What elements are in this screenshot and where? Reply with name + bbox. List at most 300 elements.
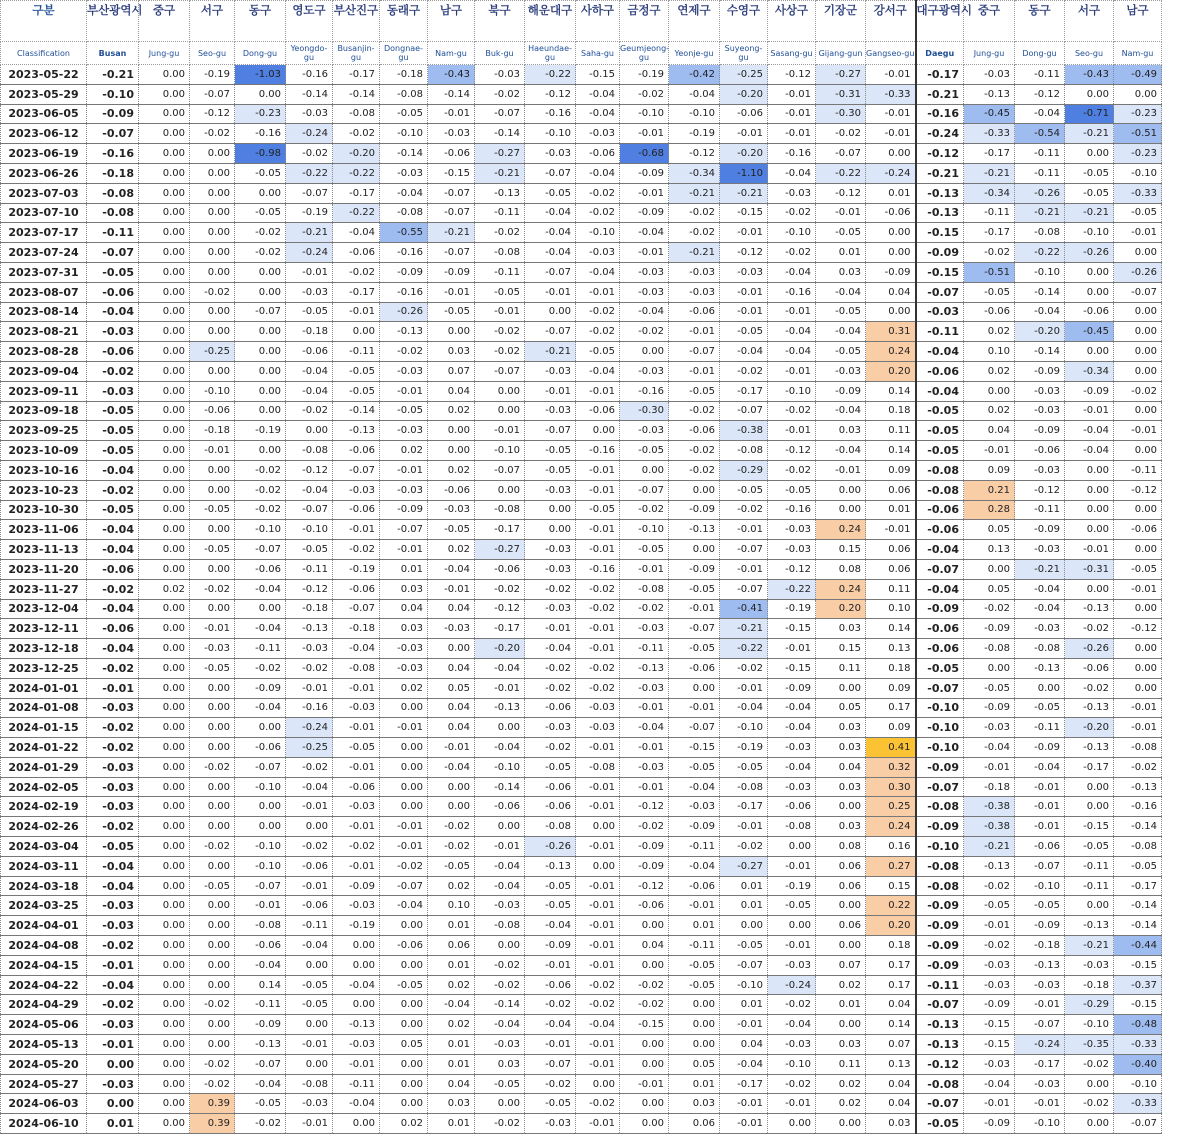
table-cell: -0.02 <box>333 124 380 144</box>
table-cell: -0.02 <box>475 322 525 342</box>
table-cell: -0.34 <box>1065 361 1114 381</box>
table-cell: 0.11 <box>816 1054 866 1074</box>
table-cell: 0.00 <box>866 144 916 164</box>
table-cell: -0.02 <box>428 837 475 857</box>
table-cell: -0.34 <box>669 163 720 183</box>
table-cell: -0.01 <box>286 1114 333 1134</box>
table-cell: -0.12 <box>768 441 816 461</box>
table-cell: -0.02 <box>87 579 139 599</box>
table-cell: -0.08 <box>235 916 286 936</box>
table-cell: -0.08 <box>1015 639 1065 659</box>
table-cell: -0.03 <box>286 639 333 659</box>
table-cell: -0.02 <box>235 460 286 480</box>
row-date: 2023-11-06 <box>1 520 87 540</box>
table-cell: -0.04 <box>1015 104 1065 124</box>
table-cell: -0.17 <box>475 520 525 540</box>
table-cell: 0.02 <box>964 322 1015 342</box>
table-cell: -0.10 <box>576 223 620 243</box>
table-cell: 0.00 <box>620 1054 669 1074</box>
table-cell: -0.07 <box>286 500 333 520</box>
table-cell: 0.00 <box>139 559 190 579</box>
table-cell: 0.00 <box>380 757 428 777</box>
table-cell: -0.05 <box>475 282 525 302</box>
table-cell: -0.02 <box>1114 381 1162 401</box>
table-cell: 0.00 <box>475 381 525 401</box>
table-cell: 0.00 <box>139 678 190 698</box>
table-row <box>1 183 1162 203</box>
table-cell: -0.06 <box>720 104 768 124</box>
column-header-kr: 금정구 <box>620 1 669 42</box>
table-cell: -0.07 <box>816 144 866 164</box>
table-cell: -0.05 <box>525 876 576 896</box>
table-cell: -0.16 <box>87 144 139 164</box>
table-cell: -0.02 <box>620 995 669 1015</box>
table-cell: -0.03 <box>1015 1074 1065 1094</box>
table-cell: -0.11 <box>1015 65 1065 85</box>
row-date: 2023-05-22 <box>1 65 87 85</box>
table-cell: -0.03 <box>428 500 475 520</box>
table-cell: 0.03 <box>669 1094 720 1114</box>
table-row <box>1 698 1162 718</box>
column-header-kr: 동구 <box>1015 1 1065 42</box>
column-header-en: Jung-gu <box>139 42 190 65</box>
table-cell: -0.06 <box>669 658 720 678</box>
table-cell: 0.01 <box>866 183 916 203</box>
table-row <box>1 84 1162 104</box>
table-cell: -0.11 <box>1065 856 1114 876</box>
table-cell: -0.01 <box>1114 421 1162 441</box>
table-cell: -0.07 <box>190 84 235 104</box>
table-cell: -0.01 <box>525 955 576 975</box>
column-header-en: Dong-gu <box>235 42 286 65</box>
column-header-en: Buk-gu <box>475 42 525 65</box>
table-cell: 0.00 <box>964 559 1015 579</box>
table-cell: 0.03 <box>816 619 866 639</box>
row-date: 2023-09-18 <box>1 401 87 421</box>
table-cell: 0.11 <box>866 421 916 441</box>
table-cell: -0.13 <box>669 520 720 540</box>
column-header-en: Gangseo-gu <box>866 42 916 65</box>
table-cell: -0.04 <box>475 1015 525 1035</box>
table-cell: -0.01 <box>720 520 768 540</box>
table-cell: 0.02 <box>380 441 428 461</box>
table-cell: -0.02 <box>964 599 1015 619</box>
table-cell: -0.08 <box>475 500 525 520</box>
table-cell: -0.03 <box>475 1035 525 1055</box>
table-cell: 0.00 <box>1065 520 1114 540</box>
table-cell: 0.00 <box>1065 262 1114 282</box>
table-cell: -0.07 <box>428 183 475 203</box>
table-cell: -0.04 <box>768 342 816 362</box>
table-cell: -0.04 <box>620 718 669 738</box>
table-cell: -0.02 <box>620 500 669 520</box>
table-cell: -0.06 <box>333 500 380 520</box>
table-cell: -0.06 <box>428 480 475 500</box>
table-cell: -0.17 <box>333 183 380 203</box>
table-cell: -0.01 <box>576 777 620 797</box>
table-cell: -0.04 <box>525 916 576 936</box>
table-cell: -0.03 <box>87 698 139 718</box>
table-cell: 0.22 <box>866 896 916 916</box>
table-row <box>1 540 1162 560</box>
table-cell: -0.04 <box>428 559 475 579</box>
table-cell: -0.01 <box>720 302 768 322</box>
column-header-en: Sasang-gu <box>768 42 816 65</box>
table-cell: 0.00 <box>139 460 190 480</box>
table-cell: -0.11 <box>1015 718 1065 738</box>
table-cell: -0.25 <box>720 65 768 85</box>
table-cell: -0.01 <box>620 738 669 758</box>
table-cell: -0.01 <box>576 381 620 401</box>
table-cell: -0.06 <box>525 698 576 718</box>
table-cell: -0.02 <box>525 658 576 678</box>
table-cell: 0.00 <box>620 1035 669 1055</box>
table-cell: -0.01 <box>669 322 720 342</box>
table-cell: -0.02 <box>87 995 139 1015</box>
table-cell: -0.24 <box>286 243 333 263</box>
table-cell: -0.04 <box>333 223 380 243</box>
table-cell: 0.02 <box>964 361 1015 381</box>
table-cell: -0.04 <box>816 322 866 342</box>
table-cell: 0.00 <box>669 1015 720 1035</box>
table-cell: -0.12 <box>816 183 866 203</box>
table-cell: -0.01 <box>720 678 768 698</box>
row-date: 2023-10-23 <box>1 480 87 500</box>
table-cell: 0.24 <box>866 817 916 837</box>
table-cell: -0.06 <box>286 896 333 916</box>
table-cell: -0.10 <box>1065 223 1114 243</box>
table-cell: -0.31 <box>1065 559 1114 579</box>
table-cell: -0.04 <box>768 718 816 738</box>
table-cell: 0.00 <box>475 718 525 738</box>
table-cell: -0.06 <box>87 619 139 639</box>
table-cell: -0.16 <box>525 104 576 124</box>
table-cell: -0.21 <box>286 223 333 243</box>
table-cell: -0.01 <box>720 1094 768 1114</box>
table-cell: -0.07 <box>1015 856 1065 876</box>
table-cell: 0.01 <box>866 500 916 520</box>
table-cell: -0.06 <box>1015 837 1065 857</box>
table-cell: -0.04 <box>1015 579 1065 599</box>
table-cell: -0.33 <box>964 124 1015 144</box>
column-header-en: Yeonje-gu <box>669 42 720 65</box>
table-cell: -0.02 <box>576 995 620 1015</box>
table-cell: -0.10 <box>916 738 964 758</box>
table-cell: -0.05 <box>964 282 1015 302</box>
table-cell: -0.13 <box>333 1015 380 1035</box>
table-cell: 0.01 <box>720 876 768 896</box>
table-cell: -0.14 <box>333 401 380 421</box>
table-cell: -0.04 <box>87 975 139 995</box>
table-cell: -0.04 <box>87 520 139 540</box>
table-cell: 0.03 <box>816 817 866 837</box>
table-cell: -0.07 <box>620 480 669 500</box>
table-cell: -0.09 <box>916 817 964 837</box>
table-cell: -0.03 <box>286 282 333 302</box>
table-cell: -0.02 <box>576 579 620 599</box>
table-cell: -0.22 <box>286 163 333 183</box>
table-cell: -0.04 <box>1065 421 1114 441</box>
row-date: 2024-01-01 <box>1 678 87 698</box>
table-cell: -0.19 <box>620 65 669 85</box>
table-cell: -0.01 <box>768 361 816 381</box>
table-cell: -0.15 <box>1065 817 1114 837</box>
table-cell: -0.14 <box>1114 817 1162 837</box>
table-cell: -0.05 <box>190 500 235 520</box>
table-cell: -0.09 <box>525 936 576 956</box>
table-cell: -0.12 <box>768 65 816 85</box>
table-cell: -0.04 <box>1015 302 1065 322</box>
table-cell: 0.00 <box>380 995 428 1015</box>
header-classification-en: Classification <box>1 42 87 65</box>
table-cell: 0.00 <box>190 361 235 381</box>
table-cell: -0.06 <box>916 520 964 540</box>
table-cell: -0.12 <box>286 460 333 480</box>
table-cell: -0.17 <box>720 797 768 817</box>
row-date: 2023-10-30 <box>1 500 87 520</box>
table-cell: -0.08 <box>720 441 768 461</box>
table-cell: -0.03 <box>620 757 669 777</box>
table-row <box>1 500 1162 520</box>
table-cell: -0.01 <box>333 856 380 876</box>
table-cell: -0.02 <box>87 817 139 837</box>
table-cell: 0.00 <box>190 520 235 540</box>
table-cell: 0.00 <box>139 65 190 85</box>
table-cell: -0.27 <box>816 65 866 85</box>
row-date: 2024-06-03 <box>1 1094 87 1114</box>
table-cell: -0.03 <box>428 124 475 144</box>
table-cell: -0.02 <box>576 322 620 342</box>
table-cell: -0.01 <box>286 797 333 817</box>
table-cell: -0.02 <box>87 480 139 500</box>
table-cell: 0.06 <box>866 480 916 500</box>
table-cell: -0.02 <box>190 1054 235 1074</box>
table-cell: -0.09 <box>669 817 720 837</box>
table-row <box>1 1074 1162 1094</box>
table-cell: -0.02 <box>475 955 525 975</box>
table-cell: -0.48 <box>1114 1015 1162 1035</box>
table-cell: -0.04 <box>1015 599 1065 619</box>
table-cell: -0.05 <box>1015 896 1065 916</box>
table-cell: -0.07 <box>916 559 964 579</box>
table-cell: -0.14 <box>286 84 333 104</box>
table-cell: -0.01 <box>525 1035 576 1055</box>
table-cell: -0.19 <box>190 65 235 85</box>
table-cell: -0.01 <box>720 1015 768 1035</box>
table-cell: 0.00 <box>190 203 235 223</box>
table-cell: -0.02 <box>235 658 286 678</box>
table-cell: -0.23 <box>1114 144 1162 164</box>
table-cell: -0.04 <box>1065 441 1114 461</box>
table-cell: -0.17 <box>720 381 768 401</box>
table-cell: 0.14 <box>866 1015 916 1035</box>
table-cell: 0.00 <box>139 342 190 362</box>
table-cell: -0.04 <box>1015 757 1065 777</box>
table-cell: -0.09 <box>235 678 286 698</box>
table-cell: 0.00 <box>428 797 475 817</box>
table-cell: -0.04 <box>87 460 139 480</box>
table-cell: -0.01 <box>333 817 380 837</box>
table-cell: -0.01 <box>1015 1094 1065 1114</box>
table-row <box>1 916 1162 936</box>
table-cell: -0.12 <box>768 559 816 579</box>
table-cell: -0.02 <box>1065 1054 1114 1074</box>
table-cell: -0.02 <box>525 1074 576 1094</box>
table-cell: 0.00 <box>190 1015 235 1035</box>
table-cell: -0.02 <box>669 203 720 223</box>
table-cell: -0.07 <box>428 203 475 223</box>
table-cell: 0.00 <box>1114 401 1162 421</box>
table-cell: -0.18 <box>964 777 1015 797</box>
table-cell: -0.19 <box>768 876 816 896</box>
table-cell: -0.01 <box>380 718 428 738</box>
table-cell: -0.05 <box>333 738 380 758</box>
table-cell: 0.00 <box>139 718 190 738</box>
table-cell: -0.04 <box>669 84 720 104</box>
table-cell: 0.04 <box>866 1094 916 1114</box>
table-cell: -0.01 <box>333 520 380 540</box>
table-cell: -0.03 <box>1015 460 1065 480</box>
table-cell: -0.10 <box>1065 1015 1114 1035</box>
table-cell: -0.03 <box>87 1074 139 1094</box>
table-row <box>1 243 1162 263</box>
table-cell: -0.10 <box>1114 163 1162 183</box>
table-cell: 0.01 <box>428 1035 475 1055</box>
table-cell: -0.02 <box>1114 757 1162 777</box>
row-date: 2023-06-26 <box>1 163 87 183</box>
table-cell: -0.09 <box>964 1114 1015 1134</box>
table-row <box>1 619 1162 639</box>
table-cell: -0.05 <box>1114 559 1162 579</box>
table-cell: 0.00 <box>286 1054 333 1074</box>
row-date: 2023-12-11 <box>1 619 87 639</box>
table-cell: 0.03 <box>380 579 428 599</box>
table-cell: -0.15 <box>916 223 964 243</box>
table-cell: 0.20 <box>816 599 866 619</box>
table-cell: 0.00 <box>139 84 190 104</box>
table-cell: -0.01 <box>576 876 620 896</box>
table-cell: 0.03 <box>428 1094 475 1114</box>
table-cell: -0.05 <box>620 441 669 461</box>
table-row <box>1 282 1162 302</box>
table-cell: -0.04 <box>768 322 816 342</box>
table-cell: -0.04 <box>576 1015 620 1035</box>
table-cell: 0.01 <box>428 916 475 936</box>
table-cell: 0.00 <box>139 421 190 441</box>
table-cell: -0.06 <box>235 738 286 758</box>
table-cell: -0.05 <box>964 896 1015 916</box>
table-cell: -0.03 <box>1015 975 1065 995</box>
table-cell: 0.00 <box>139 104 190 124</box>
table-cell: -0.07 <box>475 104 525 124</box>
table-cell: 0.01 <box>816 995 866 1015</box>
table-cell: -0.02 <box>768 243 816 263</box>
table-cell: 0.00 <box>235 401 286 421</box>
table-cell: -0.03 <box>333 480 380 500</box>
row-date: 2024-05-27 <box>1 1074 87 1094</box>
table-cell: -0.02 <box>190 757 235 777</box>
table-cell: -0.51 <box>964 262 1015 282</box>
table-cell: 0.00 <box>1065 282 1114 302</box>
table-cell: -0.01 <box>380 460 428 480</box>
table-cell: -0.04 <box>669 856 720 876</box>
table-cell: -0.04 <box>916 540 964 560</box>
table-cell: 0.00 <box>475 1094 525 1114</box>
table-cell: -0.05 <box>286 302 333 322</box>
table-cell: -0.03 <box>333 896 380 916</box>
table-cell: -0.16 <box>380 243 428 263</box>
table-cell: -0.18 <box>286 599 333 619</box>
table-cell: -0.13 <box>1065 698 1114 718</box>
table-cell: 0.04 <box>380 599 428 619</box>
table-cell: -0.15 <box>720 203 768 223</box>
table-row <box>1 678 1162 698</box>
table-cell: -0.13 <box>1015 955 1065 975</box>
table-cell: -0.02 <box>576 599 620 619</box>
table-cell: 0.00 <box>190 975 235 995</box>
table-cell: -0.02 <box>190 124 235 144</box>
table-cell: -0.10 <box>1015 876 1065 896</box>
table-cell: -0.04 <box>87 876 139 896</box>
table-cell: -0.09 <box>916 243 964 263</box>
table-cell: 0.16 <box>866 837 916 857</box>
table-cell: -0.03 <box>380 639 428 659</box>
table-cell: -0.06 <box>916 500 964 520</box>
table-cell: -0.04 <box>87 540 139 560</box>
table-cell: -0.01 <box>286 678 333 698</box>
table-cell: 0.00 <box>816 896 866 916</box>
table-cell: -0.03 <box>525 718 576 738</box>
table-cell: -0.03 <box>816 361 866 381</box>
table-cell: 0.06 <box>866 559 916 579</box>
table-cell: -0.01 <box>525 282 576 302</box>
table-cell: -0.22 <box>816 163 866 183</box>
table-row <box>1 441 1162 461</box>
table-cell: -0.10 <box>475 441 525 461</box>
table-cell: -0.02 <box>768 460 816 480</box>
table-row <box>1 995 1162 1015</box>
table-cell: 0.00 <box>380 1094 428 1114</box>
table-cell: -0.09 <box>380 500 428 520</box>
table-cell: -0.05 <box>916 658 964 678</box>
table-cell: -0.06 <box>87 342 139 362</box>
table-cell: -0.20 <box>475 639 525 659</box>
table-cell: -0.17 <box>964 223 1015 243</box>
column-header-en: Nam-gu <box>1114 42 1162 65</box>
table-cell: -0.05 <box>720 757 768 777</box>
table-row <box>1 1054 1162 1074</box>
table-cell: -0.02 <box>669 401 720 421</box>
table-cell: 0.06 <box>816 856 866 876</box>
table-cell: 0.00 <box>139 1054 190 1074</box>
table-cell: 0.00 <box>1065 797 1114 817</box>
table-cell: -0.02 <box>576 678 620 698</box>
table-cell: 0.00 <box>286 817 333 837</box>
table-cell: 0.00 <box>1114 302 1162 322</box>
table-cell: 0.00 <box>139 777 190 797</box>
table-cell: -0.02 <box>87 936 139 956</box>
table-row <box>1 163 1162 183</box>
table-cell: -0.02 <box>87 718 139 738</box>
table-cell: -0.04 <box>475 658 525 678</box>
table-cell: -0.11 <box>475 203 525 223</box>
table-cell: -0.05 <box>720 322 768 342</box>
table-cell: 0.00 <box>139 223 190 243</box>
table-cell: 0.00 <box>576 421 620 441</box>
column-header-en: Suyeong-gu <box>720 42 768 65</box>
table-row <box>1 124 1162 144</box>
table-cell: 0.39 <box>190 1094 235 1114</box>
